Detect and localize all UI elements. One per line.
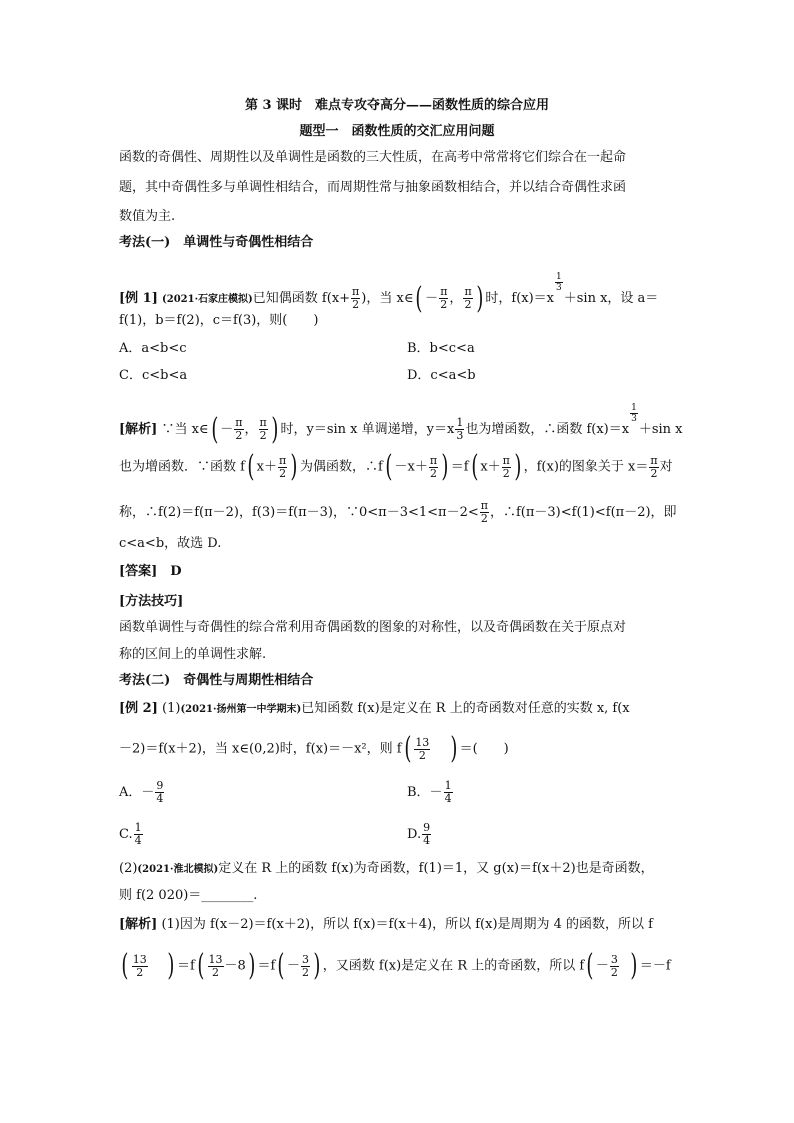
example-2-line-2: －2)＝f(x＋2)，当 x∈(0,2)时，f(x)＝－x²，则 f( $\frac{13}{2}$ ) ＝( ) [119, 731, 509, 766]
example-2-source: (2021·扬州第一中学期末) [180, 704, 302, 715]
intro-line-2: 题，其中奇偶性多与单调性相结合，而周期性常与抽象函数相结合，并以结合奇偶性求函 [119, 180, 627, 195]
method-1-heading: 考法(一) 单调性与奇偶性相结合 [119, 235, 314, 250]
method-2-heading: 考法(二) 奇偶性与周期性相结合 [119, 673, 314, 688]
intro-line-3: 数值为主. [119, 209, 176, 224]
example-1-source: (2021·石家庄模拟) [162, 294, 253, 305]
solution-1-tag: [解析] [119, 422, 158, 437]
example-1-text-a: 已知偶函数 f(x+ [252, 291, 351, 306]
tips-heading: [方法技巧] [119, 594, 184, 609]
page-title: 第 3 课时 难点专攻夺高分——函数性质的综合应用 [244, 98, 550, 113]
example-2-option-d: D. $\frac{9}{4}$ [407, 821, 431, 847]
example-1-text-b: )，当 x∈ [361, 291, 414, 306]
tips-line-2: 称的区间上的单调性求解. [119, 647, 267, 662]
tips-line-1: 函数单调性与奇偶性的综合常利用奇偶函数的图象的对称性，以及奇偶函数在关于原点对 [119, 620, 627, 635]
example-1-line-1: [例 1] (2021·石家庄模拟)已知偶函数 f(x+ $\frac{\pi}{2}$ )，当 x∈( － $\frac{\pi}{2}$ ， $\frac{\pi}{2}$ ) 时，f(x)＝x $\frac{1}{3}$ ＋sin x，设 a＝ [119, 272, 659, 316]
example-1-option-a: A．a<b<c [119, 341, 187, 356]
solution-2-line-1: [解析] (1)因为 f(x－2)＝f(x＋2)，所以 f(x)＝f(x＋4)，所以 f(x)是周期为 4 的函数，所以 f [119, 917, 653, 932]
section-subtitle: 题型一 函数性质的交汇应用问题 [299, 124, 495, 139]
example-1-option-b: B．b<c<a [407, 341, 475, 356]
example-2-part-2-line-2: 则 f(2 020)＝________. [119, 888, 258, 903]
example-1-text-d: ＋sin x，设 a＝ [563, 291, 659, 306]
solution-1-line-3: 称，∴f(2)＝f(π－2)，f(3)＝f(π－3)，∵0<π－3<1<π－2< $\frac{\pi}{2}$ ，∴f(π－3)<f(1)<f(π－2)，即 [119, 499, 677, 525]
example-1-text-c: 时，f(x)＝x [485, 291, 555, 306]
example-2-part-2-line-1: (2)(2021·淮北模拟)定义在 R 上的函数 f(x)为奇函数，f(1)＝1，又 g(x)＝f(x＋2)也是奇函数， [119, 861, 654, 876]
example-2-part-2-source: (2021·淮北模拟) [137, 864, 219, 875]
example-2-tag: [例 2] [119, 701, 158, 716]
example-2-option-a: A．－ $\frac{9}{4}$ [119, 779, 164, 805]
example-2-line-1: [例 2] (1)(2021·扬州第一中学期末)已知函数 f(x)是定义在 R 上的奇函数对任意的实数 x, f(x [119, 701, 630, 716]
example-1-option-c: C．c<b<a [119, 368, 188, 383]
solution-2-line-2: ( $\frac{13}{2}$ ) ＝f( $\frac{13}{2}$ －8) ＝f( － $\frac{3}{2}$ ) ，又函数 f(x)是定义在 R 上的奇函数，所以 f( － $\frac{3}{2}$ ) ＝－f [121, 948, 671, 983]
example-1-line-2: f(1)，b＝f(2)，c＝f(3)，则( ) [119, 313, 319, 328]
example-1-option-d: D．c<a<b [407, 368, 476, 383]
example-2-option-c: C. $\frac{1}{4}$ [119, 821, 142, 847]
intro-line-1: 函数的奇偶性、周期性以及单调性是函数的三大性质，在高考中常常将它们综合在一起命 [119, 150, 627, 165]
example-1-tag: [例 1] [119, 291, 158, 306]
solution-2-tag: [解析] [119, 917, 158, 932]
solution-1-line-4: c<a<b，故选 D. [119, 536, 222, 551]
solution-1-line-2: 也为增函数．∵函数 f( x＋ $\frac{\pi}{2}$ ) 为偶函数，∴f( －x＋ $\frac{\pi}{2}$ ) ＝f( x＋ $\frac{\pi}{2}$ ) ，f(x)的图象关于 x＝ $\frac{\pi}{2}$ 对 [119, 449, 673, 484]
answer-1: [答案] D [119, 564, 182, 579]
fraction-pi-over-2: $\frac{\pi}{2}$ [352, 285, 360, 311]
example-2-option-b: B．－ $\frac{1}{4}$ [407, 779, 452, 805]
solution-1-line-1: [解析] ∵当 x∈( － $\frac{\pi}{2}$ ， $\frac{\pi}{2}$ ) 时，y＝sin x 单调递增，y＝x $\frac{1}{3}$ 也为增函数，∴函数 f(x)＝x $\frac{1}{3}$ ＋sin x [119, 403, 683, 447]
